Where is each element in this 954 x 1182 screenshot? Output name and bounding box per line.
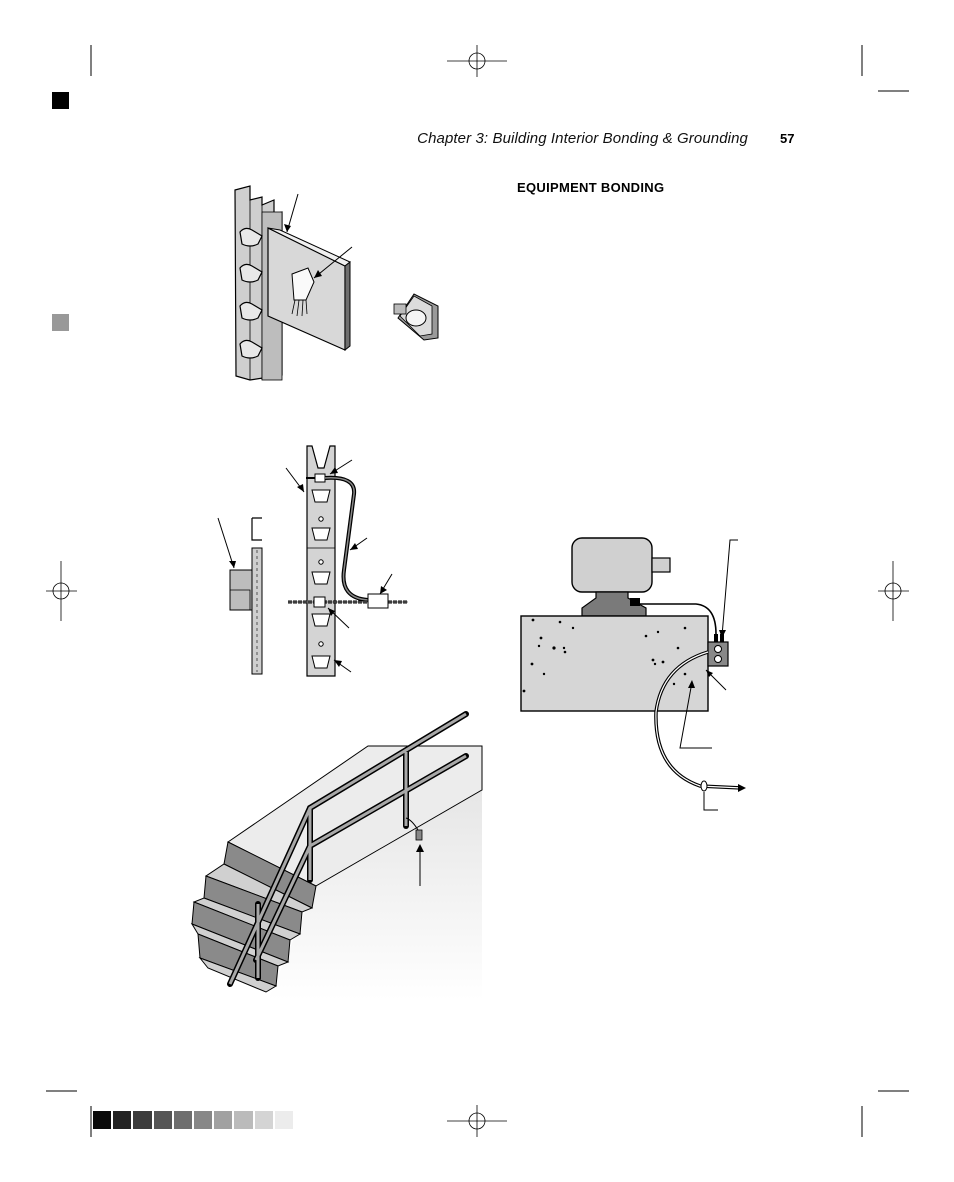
color-bar-swatch (275, 1111, 293, 1129)
color-bar (93, 1111, 293, 1129)
color-bar-swatch (93, 1111, 111, 1129)
registration-square-black (52, 92, 69, 109)
figure-rack-jumper (218, 446, 408, 676)
section-heading: EQUIPMENT BONDING (517, 180, 665, 195)
figure-stair-handrail (192, 714, 482, 1000)
figure-motor-pad (521, 538, 746, 810)
color-bar-swatch (255, 1111, 273, 1129)
registration-square-gray (52, 314, 69, 331)
registration-target-top (447, 45, 507, 77)
color-bar-swatch (174, 1111, 192, 1129)
color-bar-swatch (133, 1111, 151, 1129)
color-bar-swatch (234, 1111, 252, 1129)
registration-target-left (46, 561, 77, 621)
color-bar-swatch (194, 1111, 212, 1129)
page-number: 57 (780, 131, 795, 146)
color-bar-swatch (154, 1111, 172, 1129)
color-bar-swatch (113, 1111, 131, 1129)
registration-target-right (878, 561, 909, 621)
running-header: Chapter 3: Building Interior Bonding & Grounding (417, 130, 748, 147)
registration-target-bottom (447, 1105, 507, 1137)
color-bar-swatch (214, 1111, 232, 1129)
figure-rack-bond-plate (235, 186, 438, 380)
